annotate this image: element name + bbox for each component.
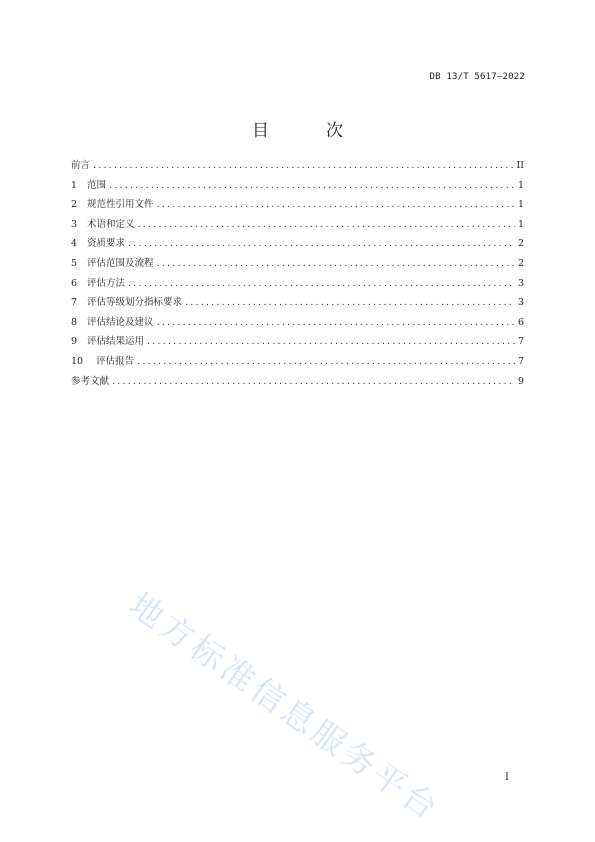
toc-entry-number: 1	[71, 179, 78, 191]
toc-entry-number: 7	[71, 297, 78, 309]
page-number: I	[505, 772, 509, 783]
toc-leader-dots	[128, 234, 515, 254]
toc-entry-page: 2	[517, 257, 524, 269]
toc-entry-page: II	[516, 160, 524, 171]
toc-entry-3[interactable]	[71, 215, 524, 235]
toc-entry-references[interactable]	[71, 372, 524, 392]
toc-entry-label: 评估等级划分指标要求	[87, 297, 183, 309]
toc-leader-dots	[157, 313, 515, 333]
toc-entry-label: 范围	[87, 179, 107, 191]
toc-entry-label: 前言	[71, 160, 91, 171]
standard-code: DB 13/T 5617—2022	[429, 72, 525, 82]
toc-entry-10[interactable]	[71, 352, 524, 372]
toc-entry-number: 4	[71, 238, 78, 250]
toc-entry-label: 规范性引用文件	[87, 199, 154, 211]
toc-entry-page: 6	[517, 316, 524, 328]
toc-leader-dots	[147, 332, 515, 352]
toc-entry-number: 9	[71, 336, 78, 348]
toc-leader-dots	[157, 195, 515, 215]
toc-entry-1[interactable]	[71, 176, 524, 196]
toc-entry-label: 评估范围及流程	[87, 257, 154, 269]
toc-entry-4[interactable]	[71, 234, 524, 254]
toc-leader-dots	[128, 274, 515, 294]
toc-entry-label: 评估结论及建议	[87, 316, 154, 328]
toc-entry-page: 7	[517, 336, 524, 348]
toc-entry-5[interactable]	[71, 254, 524, 274]
toc-entry-page: 3	[517, 297, 524, 309]
toc-entry-number: 3	[71, 218, 78, 230]
toc-entry-foreword[interactable]	[71, 156, 524, 176]
toc-leader-dots	[185, 293, 515, 313]
toc-entry-label: 资质要求	[87, 238, 126, 250]
toc-entry-page: 1	[517, 218, 524, 230]
toc-entry-8[interactable]	[71, 313, 524, 333]
toc-leader-dots	[138, 215, 515, 235]
toc-entry-7[interactable]	[71, 293, 524, 313]
toc-entry-number: 5	[71, 257, 78, 269]
toc-leader-dots	[157, 254, 515, 274]
toc-entry-page: 7	[517, 355, 524, 367]
table-of-contents	[71, 156, 524, 391]
page-title: 目 次	[252, 121, 363, 141]
toc-entry-page: 3	[517, 277, 524, 289]
toc-entry-9[interactable]	[71, 332, 524, 352]
toc-entry-label: 评估结果运用	[87, 336, 145, 348]
toc-entry-6[interactable]	[71, 274, 524, 294]
toc-entry-label: 评估方法	[87, 277, 126, 289]
toc-entry-label: 术语和定义	[87, 218, 135, 230]
toc-leader-dots	[112, 372, 515, 392]
toc-entry-number: 8	[71, 316, 78, 328]
toc-entry-page: 2	[517, 238, 524, 250]
toc-entry-page: 1	[517, 199, 524, 211]
toc-entry-page: 1	[517, 179, 524, 191]
toc-entry-label: 评估报告	[96, 355, 135, 367]
toc-entry-number: 10	[71, 355, 84, 367]
toc-entry-number: 6	[71, 277, 78, 289]
toc-entry-2[interactable]	[71, 195, 524, 215]
toc-leader-dots	[93, 156, 513, 176]
toc-leader-dots	[137, 352, 515, 372]
toc-entry-label: 参考文献	[71, 375, 110, 387]
toc-entry-page: 9	[517, 375, 524, 387]
toc-entry-number: 2	[71, 199, 78, 211]
toc-leader-dots	[109, 176, 515, 196]
watermark-text: 地方标准信息服务平台	[122, 584, 448, 830]
